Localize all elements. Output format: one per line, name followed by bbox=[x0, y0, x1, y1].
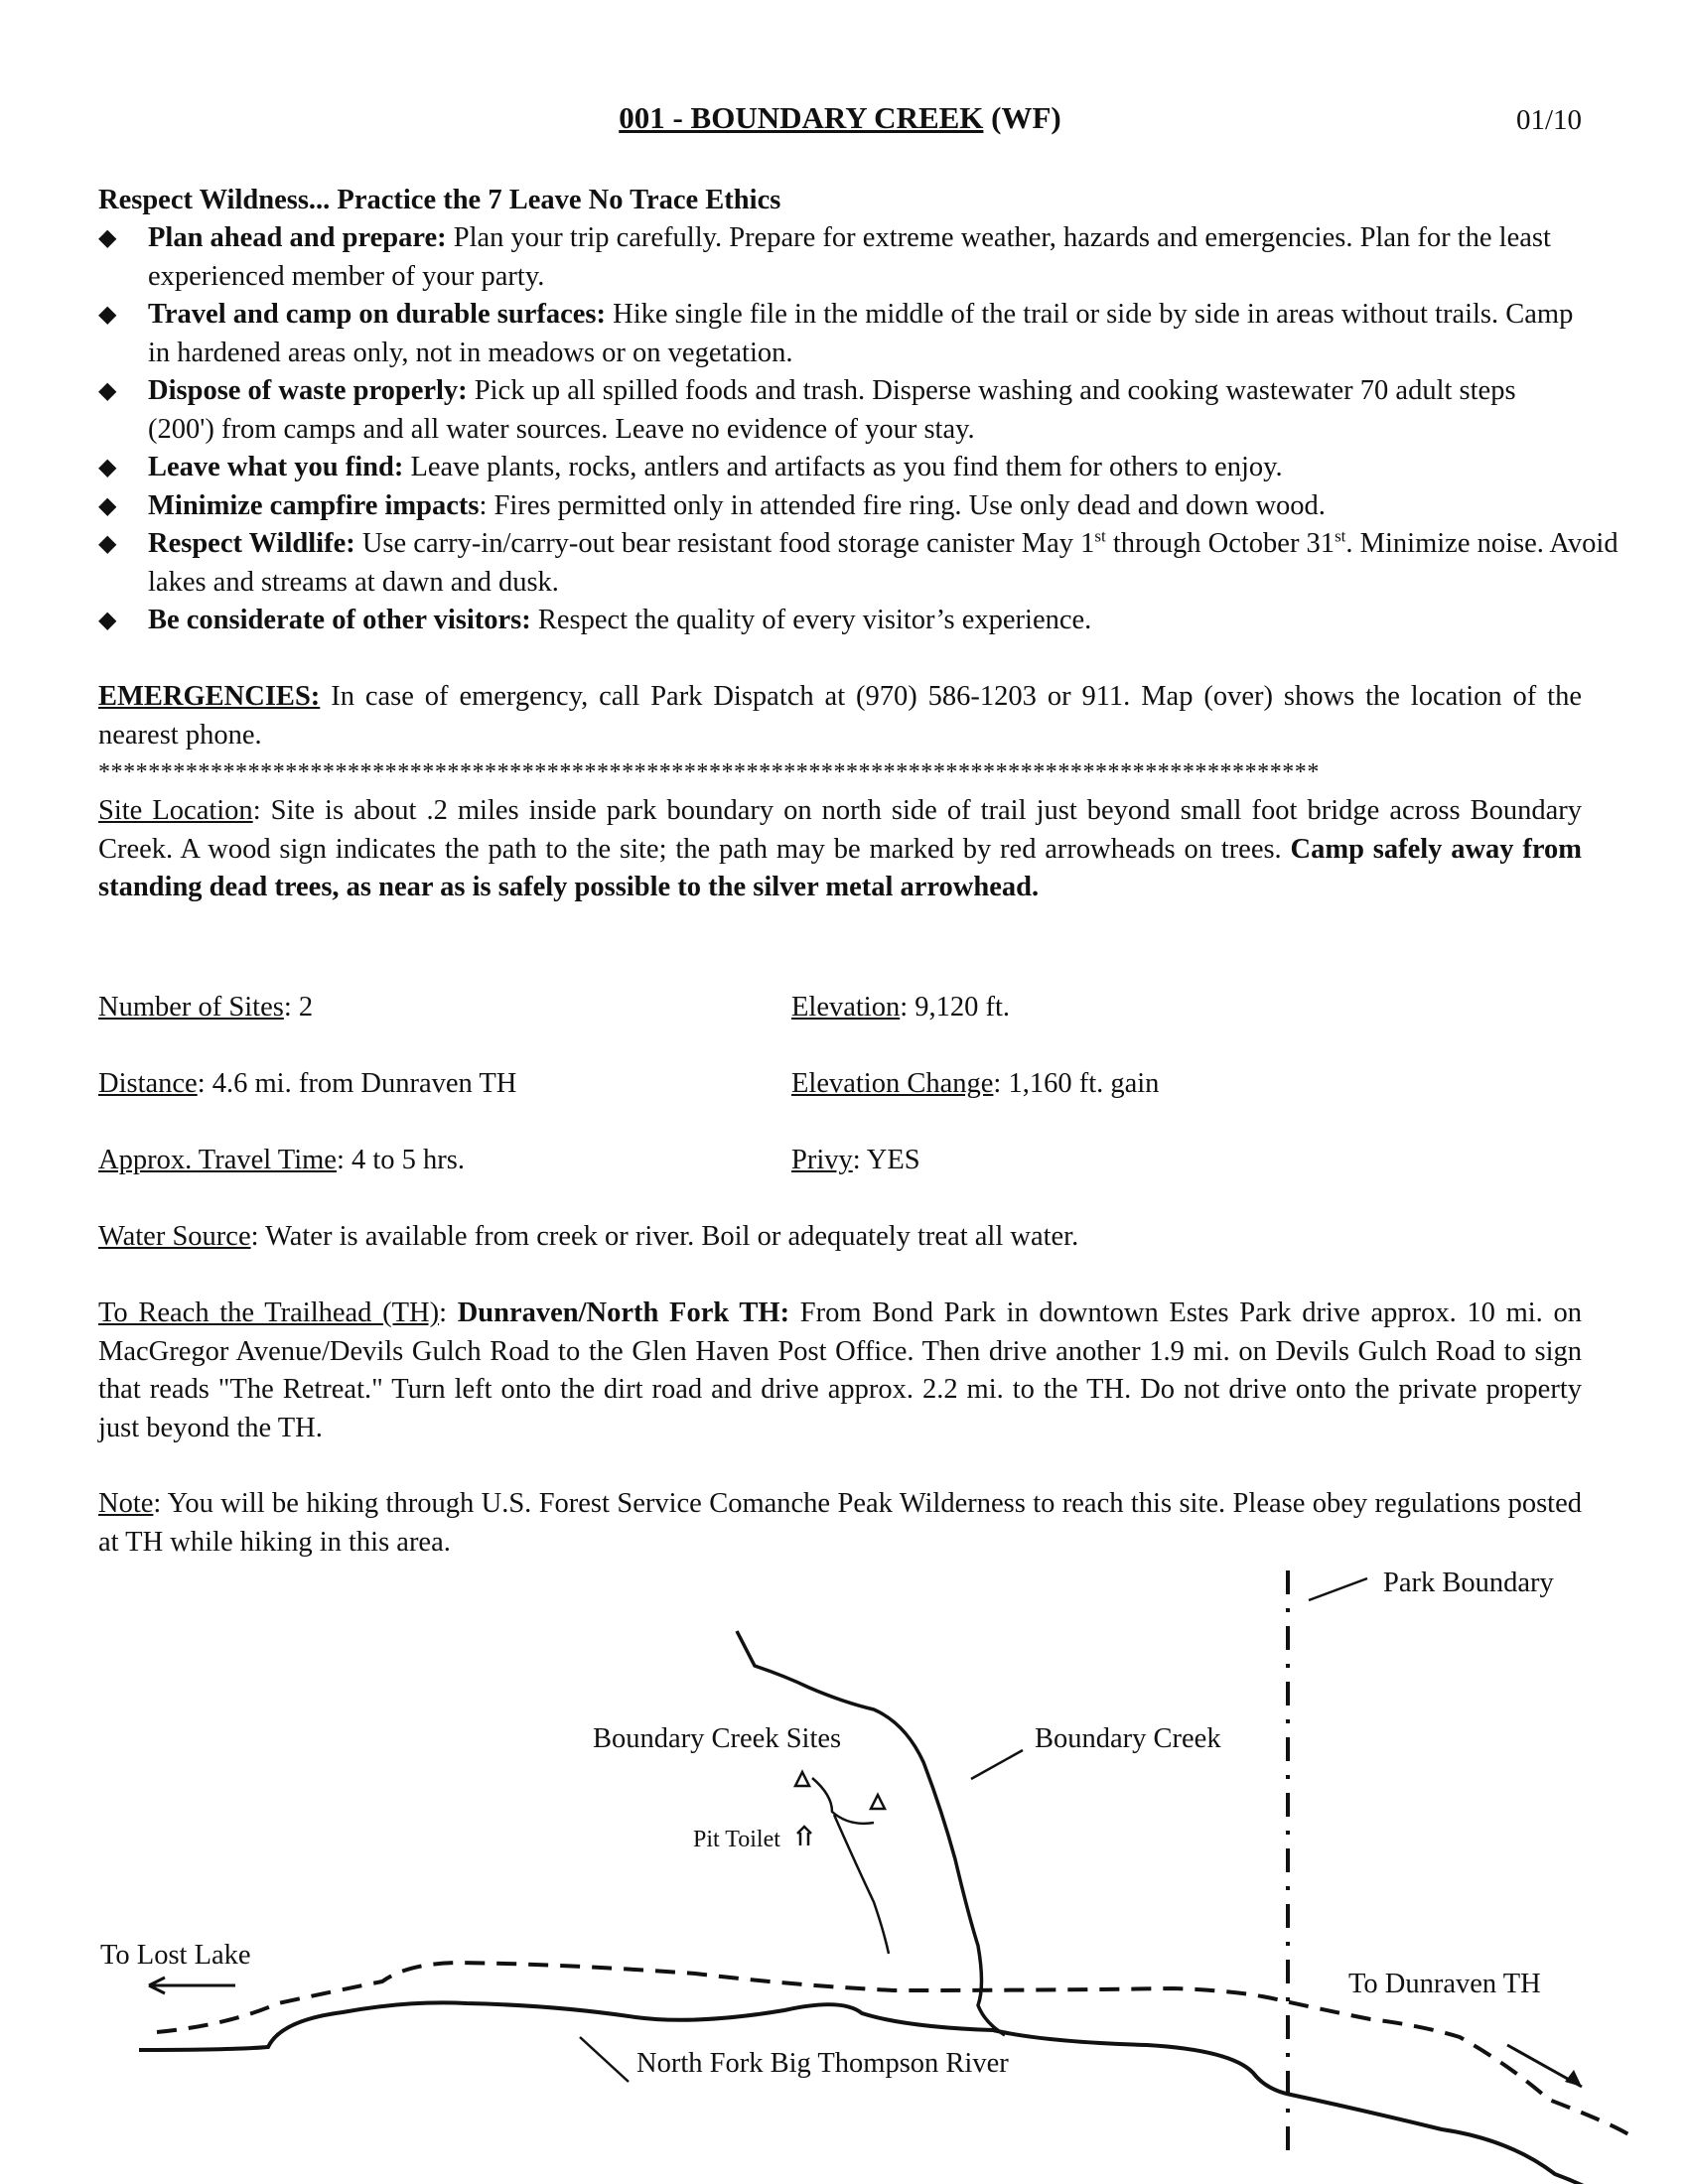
river-label: North Fork Big Thompson River bbox=[636, 2048, 1009, 2079]
diamond-bullet-icon: ◆ bbox=[98, 225, 117, 251]
dunraven-label: To Dunraven TH bbox=[1348, 1969, 1541, 1999]
lnt-item-title: Travel and camp on durable surfaces: bbox=[148, 299, 607, 330]
lnt-item-title: Be considerate of other visitors: bbox=[148, 605, 531, 635]
emergencies-label: EMERGENCIES: bbox=[98, 681, 321, 712]
header bbox=[98, 99, 1582, 145]
superscript: st bbox=[1335, 526, 1346, 546]
lnt-item bbox=[98, 525, 1637, 602]
elevation-label: Elevation bbox=[791, 992, 901, 1023]
toilet-icon bbox=[797, 1827, 811, 1845]
travel-label: Approx. Travel Time bbox=[98, 1145, 337, 1175]
distance-fact bbox=[98, 1065, 516, 1104]
distance-value: : 4.6 mi. from Dunraven TH bbox=[197, 1068, 517, 1099]
site-location-text: : Site is about .2 miles inside park boundary on north side of trail just beyond small foot bridge across Boundary Creek. A wood sign indicates the path to the site; the path may be marked by red arrowheads on trees. bbox=[98, 795, 1582, 865]
diamond-bullet-icon: ◆ bbox=[98, 378, 117, 404]
separator: ************************************************************************************************** bbox=[98, 759, 1320, 785]
lnt-item-title: Respect Wildlife: bbox=[148, 528, 355, 559]
lnt-item bbox=[98, 602, 1637, 640]
lnt-item-text-c: . Minimize noise. Avoid lakes and streams at dawn and dusk. bbox=[148, 528, 1618, 598]
sites-value: : 2 bbox=[283, 992, 314, 1023]
lnt-item bbox=[98, 296, 1588, 372]
site-path bbox=[812, 1778, 889, 1954]
river-leader bbox=[580, 2037, 629, 2082]
privy-fact bbox=[791, 1142, 920, 1180]
trailhead-text: From Bond Park in downtown Estes Park drive approx. 10 mi. on MacGregor Avenue/Devils Gulch Road to the Glen Haven Post Office. Then drive another 1.9 mi. on Devils Gulch Road to sign that reads "The Retreat." Turn left onto the dirt road and drive approx. 2.2 mi. to the TH. Do not drive onto the private property just beyond the TH. bbox=[98, 1297, 1582, 1443]
creek-label: Boundary Creek bbox=[1035, 1723, 1221, 1754]
note-label: Note bbox=[98, 1488, 154, 1519]
trailhead bbox=[98, 1295, 1582, 1447]
sites-label: Number of Sites bbox=[98, 992, 284, 1023]
note-text: : You will be hiking through U.S. Forest Service Comanche Peak Wilderness to reach this site. Please obey regulations posted at TH while hiking in this area. bbox=[98, 1488, 1582, 1558]
lnt-item bbox=[98, 449, 1637, 487]
elevation-value: : 9,120 ft. bbox=[900, 992, 1011, 1023]
site-location-label: Site Location bbox=[98, 795, 253, 826]
lnt-item bbox=[98, 219, 1588, 296]
privy-label: Privy bbox=[791, 1145, 853, 1175]
diamond-bullet-icon: ◆ bbox=[98, 492, 117, 519]
tent-icon bbox=[871, 1795, 885, 1809]
lnt-item-title: Minimize campfire impacts bbox=[148, 489, 480, 521]
park-boundary-label: Park Boundary bbox=[1383, 1568, 1554, 1598]
trail-map bbox=[0, 1549, 1688, 2184]
elevation-fact bbox=[791, 989, 1010, 1027]
lnt-item-text: Hike single file in the middle of the trail or side by side in areas without trails. Camp in hardened areas only, not in meadows or on vegetation. bbox=[148, 299, 1574, 368]
lnt-item-text: Leave plants, rocks, antlers and artifacts as you find them for others to enjoy. bbox=[403, 452, 1283, 482]
water-source bbox=[98, 1218, 1078, 1257]
tent-icon bbox=[795, 1772, 809, 1786]
diamond-bullet-icon: ◆ bbox=[98, 608, 117, 633]
diamond-bullet-icon: ◆ bbox=[98, 302, 117, 328]
lnt-item bbox=[98, 372, 1538, 449]
emergencies bbox=[98, 678, 1582, 754]
lnt-heading: Respect Wildness... Practice the 7 Leave No Trace Ethics bbox=[98, 185, 781, 215]
sites-fact bbox=[98, 989, 313, 1027]
trailhead-name: Dunraven/North Fork TH: bbox=[457, 1297, 790, 1328]
site-location bbox=[98, 792, 1582, 907]
lnt-item-text: Pick up all spilled foods and trash. Disperse washing and cooking wastewater 70 adult steps (200') from camps and all water sources. Leave no evidence of your stay. bbox=[148, 375, 1516, 445]
site-location-warning: Camp safely away from standing dead trees, as near as is safely possible to the silver metal arrowhead. bbox=[98, 833, 1582, 902]
trailhead-label: To Reach the Trailhead (TH) bbox=[98, 1297, 440, 1328]
arrow-left-icon bbox=[149, 1978, 235, 1993]
superscript: st bbox=[1094, 526, 1106, 546]
site-suffix: (WF) bbox=[983, 100, 1061, 135]
travel-fact bbox=[98, 1142, 465, 1180]
lnt-item-text: Respect the quality of every visitor’s experience. bbox=[530, 605, 1092, 635]
elev-change-fact bbox=[791, 1065, 1159, 1104]
river-line bbox=[139, 2002, 1644, 2184]
lnt-item-text: Plan your trip carefully. Prepare for extreme weather, hazards and emergencies. Plan for the least experienced member of your party. bbox=[148, 222, 1551, 292]
privy-value: : YES bbox=[852, 1145, 920, 1175]
pit-toilet-label: Pit Toilet bbox=[693, 1827, 780, 1852]
lnt-item-text-a: Use carry-in/carry-out bear resistant food storage canister May 1 bbox=[354, 528, 1095, 559]
distance-label: Distance bbox=[98, 1068, 198, 1099]
lnt-item-title: Leave what you find: bbox=[148, 452, 404, 482]
lnt-item-text-b: through October 31 bbox=[1105, 528, 1336, 559]
elev-change-label: Elevation Change bbox=[791, 1068, 994, 1099]
lnt-item-title: Dispose of waste properly: bbox=[148, 375, 468, 406]
lnt-item-title: Plan ahead and prepare: bbox=[148, 222, 447, 253]
date-code: 01/10 bbox=[1515, 104, 1582, 136]
water-label: Water Source bbox=[98, 1221, 251, 1252]
emergencies-text: In case of emergency, call Park Dispatch at (970) 586-1203 or 911. Map (over) shows the location of the nearest phone. bbox=[98, 681, 1582, 751]
site-number: 001 - BOUNDARY CREEK bbox=[619, 100, 984, 135]
lnt-item bbox=[98, 487, 1637, 526]
lost-lake-label: To Lost Lake bbox=[100, 1940, 251, 1971]
park-boundary-leader bbox=[1309, 1578, 1367, 1600]
elev-change-value: : 1,160 ft. gain bbox=[993, 1068, 1160, 1099]
sites-label: Boundary Creek Sites bbox=[593, 1723, 842, 1754]
trailhead-colon: : bbox=[439, 1297, 458, 1328]
travel-value: : 4 to 5 hrs. bbox=[336, 1145, 465, 1175]
page-title bbox=[98, 99, 1582, 138]
diamond-bullet-icon: ◆ bbox=[98, 531, 117, 557]
boundary-creek-leader bbox=[971, 1750, 1023, 1779]
water-text: : Water is available from creek or river. Boil or adequately treat all water. bbox=[250, 1221, 1079, 1252]
lnt-list bbox=[98, 219, 1618, 640]
lnt-item-text: : Fires permitted only in attended fire ring. Use only dead and down wood. bbox=[479, 489, 1326, 521]
diamond-bullet-icon: ◆ bbox=[98, 455, 117, 480]
